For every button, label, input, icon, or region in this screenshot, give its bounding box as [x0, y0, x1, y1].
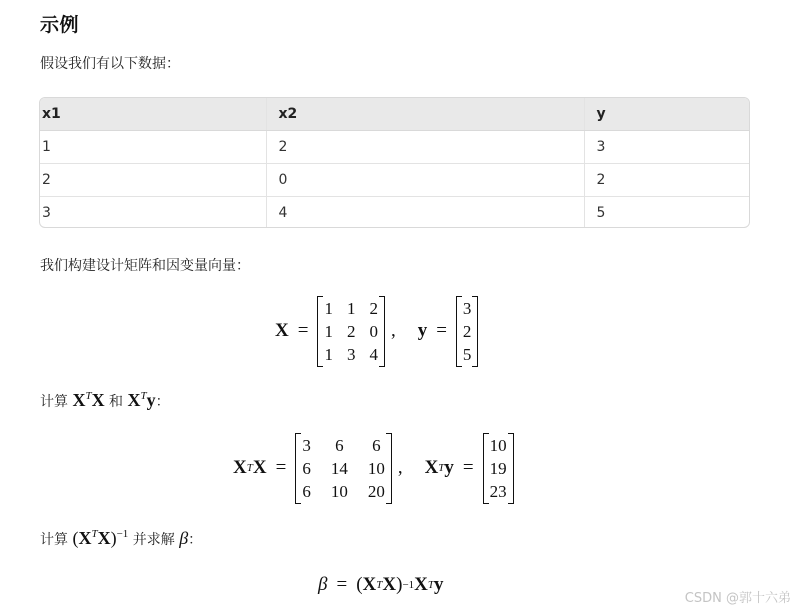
- matrix-cell: 10: [330, 481, 348, 501]
- beta-formula: β = ( X T X ) −1 X T y: [318, 574, 444, 595]
- matrix-cell: 1: [324, 321, 333, 341]
- table-cell: 2: [584, 164, 749, 197]
- math-symbol-X: X: [362, 574, 377, 595]
- math-symbol-X: X: [382, 574, 397, 595]
- matrix-cell: 14: [330, 458, 348, 478]
- matrix-cell: 5: [462, 344, 472, 364]
- math-symbol-beta: β: [318, 574, 328, 595]
- matrix-cell: 3: [346, 344, 356, 364]
- solve-text: [40, 528, 202, 549]
- equals-sign: =: [336, 574, 348, 595]
- vector-Xty: [483, 435, 514, 502]
- matrix-cell: 1: [324, 344, 333, 364]
- solve-prefix: 计算: [40, 532, 68, 548]
- matrix-cell: 2: [346, 321, 356, 341]
- math-symbol-X: X: [252, 457, 267, 478]
- table-cell: 5: [584, 197, 749, 229]
- matrix-X: [317, 298, 385, 365]
- table-row: [40, 131, 749, 164]
- solve-middle: 并求解: [132, 532, 175, 548]
- comma: ,: [390, 320, 396, 341]
- table-header-row: [40, 98, 749, 131]
- table-cell: 2: [266, 131, 584, 164]
- left-paren: (: [356, 574, 363, 595]
- matrix-cell: 6: [372, 435, 381, 455]
- table-cell: 1: [40, 131, 266, 164]
- table-row: [40, 197, 749, 229]
- table-cell: 2: [40, 164, 266, 197]
- matrix-cell: 1: [346, 298, 356, 318]
- compute-colon: ：: [155, 394, 170, 410]
- right-paren: ): [396, 574, 403, 595]
- transpose-mark: T: [91, 528, 98, 540]
- math-symbol-y: y: [434, 574, 444, 595]
- column-header-x1: x1: [40, 98, 266, 131]
- math-symbol-X: X: [275, 320, 289, 341]
- table-cell: 3: [42, 205, 51, 221]
- math-symbol-y: y: [146, 390, 156, 410]
- table-cell: 0: [266, 164, 584, 197]
- matrix-cell: 1: [324, 298, 333, 318]
- transpose-mark: T: [140, 390, 147, 402]
- construct-text: 我们构建设计矩阵和因变量向量：: [40, 258, 250, 274]
- compute-prefix: 计算: [40, 394, 68, 410]
- matrix-cell: 3: [302, 435, 311, 455]
- matrix-cell: 4: [369, 344, 378, 364]
- normal-equation-matrices: X T X = 3 6 6 6 14 10 6 10 20 , X T y = 10 19 23: [233, 433, 514, 503]
- math-symbol-X: X: [233, 457, 247, 478]
- matrix-cell: 3: [462, 298, 472, 318]
- equals-sign: =: [297, 320, 309, 341]
- table-cell: 3: [584, 131, 749, 164]
- transpose-mark: T: [85, 390, 92, 402]
- watermark: CSDN @郭十六弟: [684, 591, 791, 606]
- math-symbol-X: X: [424, 457, 439, 478]
- math-symbol-y: y: [444, 457, 454, 478]
- matrix-cell: 2: [462, 321, 472, 341]
- math-symbol-X: X: [97, 528, 111, 548]
- math-symbol-X: X: [78, 528, 92, 548]
- solve-colon: ：: [188, 532, 203, 548]
- math-symbol-beta: β: [179, 528, 189, 548]
- math-symbol-y: y: [417, 320, 428, 341]
- math-symbol-X: X: [72, 390, 86, 410]
- compute-and: 和: [109, 394, 124, 410]
- math-symbol-X: X: [91, 390, 105, 410]
- data-table: [39, 97, 750, 228]
- matrix-XtX: [295, 435, 392, 502]
- matrix-cell: 2: [369, 298, 378, 318]
- math-symbol-X: X: [127, 390, 141, 410]
- matrix-cell: 23: [489, 481, 507, 501]
- column-header-y: y: [584, 98, 749, 131]
- matrix-cell: 6: [302, 458, 311, 478]
- matrix-cell: 10: [367, 458, 385, 478]
- inverse-mark: −1: [116, 528, 129, 540]
- section-heading: 示例: [40, 14, 80, 36]
- equals-sign: =: [275, 457, 287, 478]
- right-paren: ): [110, 528, 117, 548]
- matrix-cell: 0: [369, 321, 378, 341]
- math-symbol-X: X: [414, 574, 428, 595]
- matrix-cell: 19: [489, 458, 507, 478]
- matrix-cell: 10: [489, 435, 507, 455]
- comma: ,: [397, 457, 403, 478]
- equals-sign: =: [436, 320, 447, 341]
- matrix-cell: 20: [367, 481, 385, 501]
- left-paren: (: [72, 528, 79, 548]
- table-cell: 4: [266, 197, 584, 229]
- table-row: [40, 164, 749, 197]
- equals-sign: =: [462, 457, 474, 478]
- design-matrix-equation: [275, 296, 478, 366]
- compute-text: [40, 390, 170, 411]
- vector-y: [456, 298, 479, 365]
- matrix-cell: 6: [302, 481, 311, 501]
- matrix-cell: 6: [335, 435, 344, 455]
- intro-text: 假设我们有以下数据：: [40, 56, 180, 72]
- column-header-x2: x2: [266, 98, 584, 131]
